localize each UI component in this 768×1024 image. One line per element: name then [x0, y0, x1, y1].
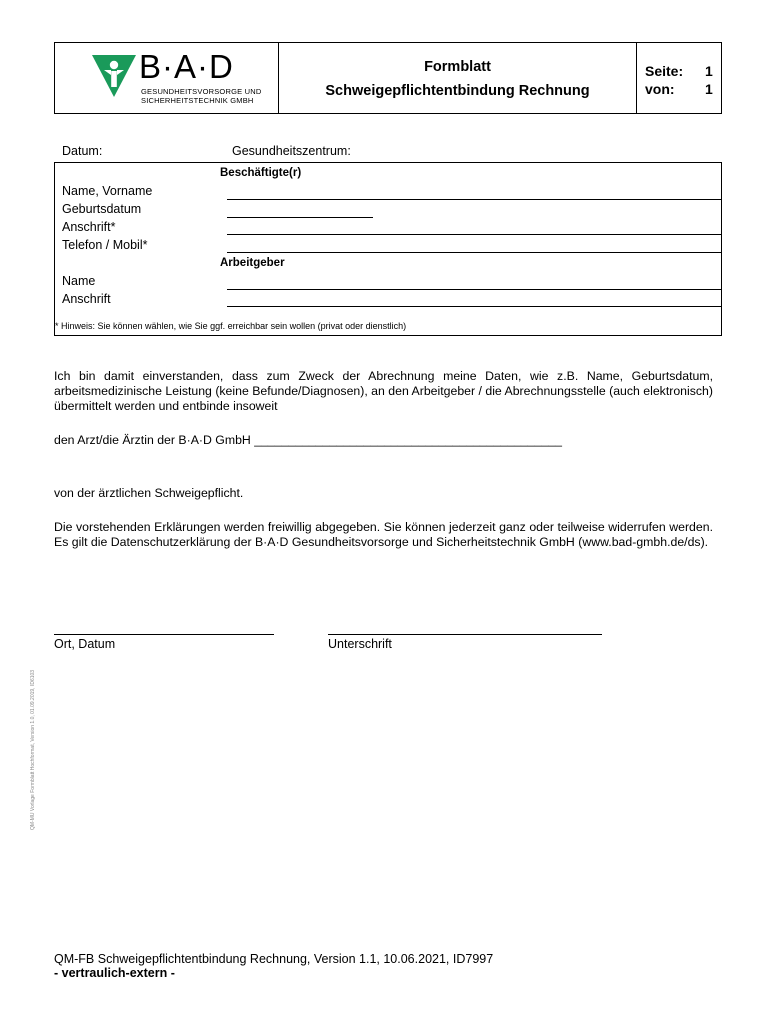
employee-birthdate-field[interactable]: [227, 217, 373, 218]
employee-address-label: Anschrift*: [62, 220, 116, 234]
employer-address-label: Anschrift: [62, 292, 111, 306]
employer-name-field[interactable]: [227, 289, 721, 290]
employer-address-field[interactable]: [227, 306, 721, 307]
signature-label: Unterschrift: [328, 637, 392, 651]
total-pages: 1: [705, 81, 713, 97]
employee-phone-label: Telefon / Mobil*: [62, 238, 148, 252]
person-form: [54, 162, 722, 336]
employer-heading: Arbeitgeber: [220, 257, 285, 269]
place-date-label: Ort, Datum: [54, 637, 116, 651]
bad-logo-icon: [90, 53, 138, 101]
employee-heading: Beschäftigte(r): [220, 167, 302, 179]
logo-subline-2: SICHERHEITSTECHNIK GMBH: [141, 96, 254, 105]
form-title: Formblatt: [424, 59, 491, 75]
logo-subline-1: GESUNDHEITSVORSORGE UND: [141, 87, 262, 96]
employee-address-field[interactable]: [227, 234, 721, 235]
total-label: von:: [645, 81, 675, 97]
employee-name-label: Name, Vorname: [62, 184, 153, 198]
reachability-hint: * Hinweis: Sie können wählen, wie Sie ggf. erreichbar sein wollen (privat oder dienstlich): [55, 321, 407, 331]
footer-classification: - vertraulich-extern -: [54, 966, 175, 980]
health-center-label: Gesundheitszentrum:: [232, 144, 351, 158]
employee-birthdate-label: Geburtsdatum: [62, 202, 142, 216]
voluntary-statement: Die vorstehenden Erklärungen werden freiwillig abgegeben. Sie können jederzeit ganz oder teilweise widerrufen werden. Es gilt die Datenschutzerklärung der B·A·D Gesundheitsvorsorge und Sicherheitstechnik GmbH (www.bad-gmbh.de/ds).: [54, 520, 713, 549]
employee-name-field[interactable]: [227, 199, 721, 200]
consent-paragraph: Ich bin damit einverstanden, dass zum Zweck der Abrechnung meine Daten, wie z.B. Name, Geburtsdatum, arbeitsmedizinische Leistung (keine Befunde/Diagnosen), an den Arbeitgeber / die Abrechnungsstelle (auch elektronisch) übermittelt werden und entbinde insoweit: [54, 369, 713, 413]
page-number: 1: [705, 63, 713, 79]
title-cell: [279, 43, 637, 113]
form-subtitle: Schweigepflichtentbindung Rechnung: [325, 83, 590, 99]
signature-field[interactable]: [328, 634, 602, 635]
page-cell: [637, 43, 723, 113]
release-statement: von der ärztlichen Schweigepflicht.: [54, 486, 244, 500]
employer-name-label: Name: [62, 274, 96, 288]
doctor-line: den Arzt/die Ärztin der B·A·D GmbH _____________________________________________: [54, 433, 562, 447]
logo-cell: [55, 43, 279, 113]
document-header: [54, 42, 722, 114]
logo-wordmark: B·A·D: [139, 48, 234, 85]
place-date-field[interactable]: [54, 634, 274, 635]
footer-doc-id: QM-FB Schweigepflichtentbindung Rechnung, Version 1.1, 10.06.2021, ID7997: [54, 952, 494, 966]
template-side-note: QM-MU Vorlage Formblatt Hochformat, Version 1.0, 01.09.2019, ID6103: [30, 669, 36, 830]
page-label: Seite:: [645, 63, 684, 79]
date-label: Datum:: [62, 144, 103, 158]
employee-phone-field[interactable]: [227, 252, 721, 253]
